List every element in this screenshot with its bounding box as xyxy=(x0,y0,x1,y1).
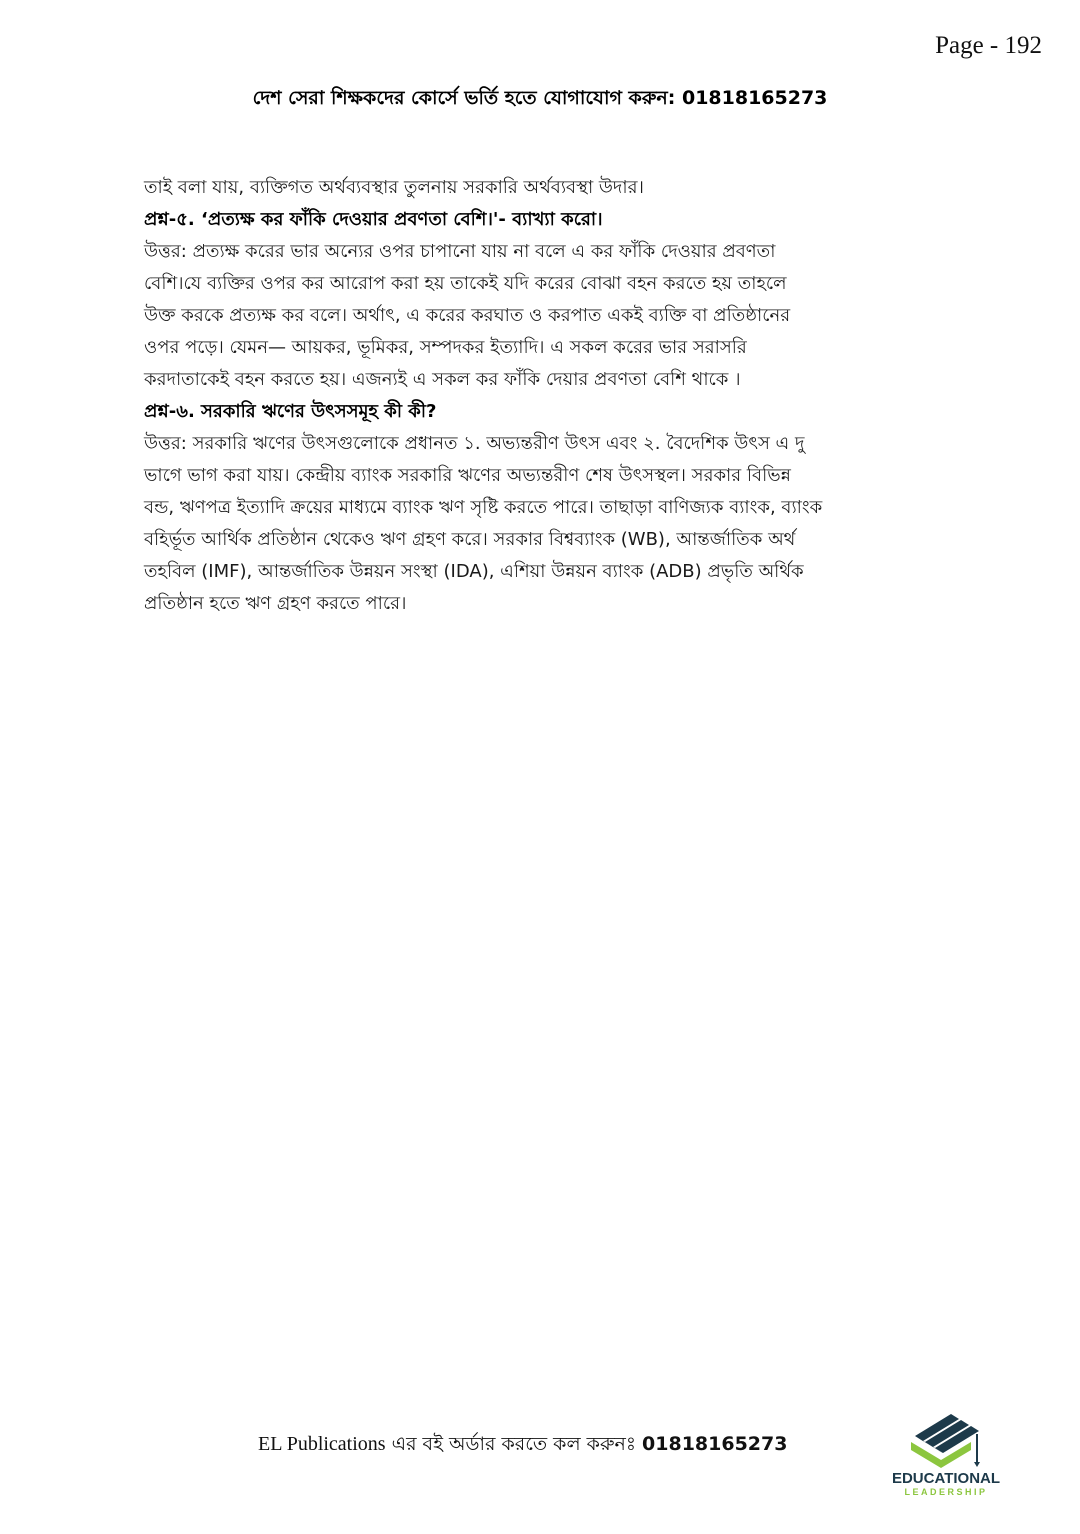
answer-line: উত্তর: সরকারি ঋণের উৎসগুলোকে প্রধানত ১. অভ্যন্তরীণ উৎস এবং ২. বৈদেশিক উৎস এ দু xyxy=(144,433,805,454)
answer-line: বন্ড, ঋণপত্র ইত্যাদি ক্রয়ের মাধ্যমে ব্যাংক ঋণ সৃষ্টি করতে পারে। তাছাড়া বাণিজ্যক ব্যাংক, ব্যাংক xyxy=(144,497,823,518)
logo-title: EDUCATIONAL xyxy=(891,1470,1001,1487)
header-banner: দেশ সেরা শিক্ষকদের কোর্সে ভর্তি হতে যোগাযোগ করুন: 01818165273 xyxy=(252,87,828,109)
answer-line: ভাগে ভাগ করা যায়। কেন্দ্রীয় ব্যাংক সরকারি ঋণের অভ্যন্তরীণ শেষ উৎসস্থল। সরকার বিভিন্ন xyxy=(144,465,791,486)
order-text: এর বই অর্ডার করতে কল করুনঃ xyxy=(385,1433,643,1455)
answer-line: প্রতিষ্ঠান হতে ঋণ গ্রহণ করতে পারে। xyxy=(144,593,407,614)
answer-line: ওপর পড়ে। যেমন— আয়কর, ভূমিকর, সম্পদকর ইত্যাদি। এ সকল করের ভার সরাসরি xyxy=(144,337,747,358)
publisher-name: EL Publications xyxy=(258,1433,386,1455)
question-heading: প্রশ্ন-৫. ‘প্রত্যক্ষ কর ফাঁকি দেওয়ার প্রবণতা বেশি।'- ব্যাখ্যা করো। xyxy=(144,209,603,230)
answer-line: উক্ত করকে প্রত্যক্ষ কর বলে। অর্থাৎ, এ করের করঘাত ও করপাত একই ব্যক্তি বা প্রতিষ্ঠানের xyxy=(144,305,791,326)
document-body xyxy=(144,172,944,620)
answer-line: করদাতাকেই বহন করতে হয়। এজন্যই এ সকল কর ফাঁকি দেয়ার প্রবণতা বেশি থাকে । xyxy=(144,369,741,390)
answer-line: তহবিল (IMF), আন্তর্জাতিক উন্নয়ন সংস্থা (IDA), এশিয়া উন্নয়ন ব্যাংক (ADB) প্রভৃতি অর্থিক xyxy=(144,561,804,582)
answer-line: উত্তর: প্রত্যক্ষ করের ভার অন্যের ওপর চাপানো যায় না বলে এ কর ফাঁকি দেওয়ার প্রবণতা xyxy=(144,241,776,262)
question-heading: প্রশ্ন-৬. সরকারি ঋণের উৎসসমূহ কী কী? xyxy=(144,401,437,422)
footer-phone: 01818165273 xyxy=(642,1433,788,1455)
page-number: Page - 192 xyxy=(935,32,1042,59)
answer-line: বহির্ভূত আর্থিক প্রতিষ্ঠান থেকেও ঋণ গ্রহণ করে। সরকার বিশ্বব্যাংক (WB), আন্তর্জাতিক অর্থ xyxy=(144,529,796,550)
answer-line: বেশি।যে ব্যক্তির ওপর কর আরোপ করা হয় তাকেই যদি করের বোঝা বহন করতে হয় তাহলে xyxy=(144,273,787,294)
text-line: তাই বলা যায়, ব্যক্তিগত অর্থব্যবস্থার তুলনায় সরকারি অর্থব্যবস্থা উদার। xyxy=(144,177,644,198)
logo-subtitle: LEADERSHIP xyxy=(904,1487,988,1497)
educational-leadership-logo xyxy=(884,1408,1008,1504)
footer-order-info xyxy=(258,1430,787,1462)
graduation-cap-e-icon xyxy=(901,1408,991,1470)
